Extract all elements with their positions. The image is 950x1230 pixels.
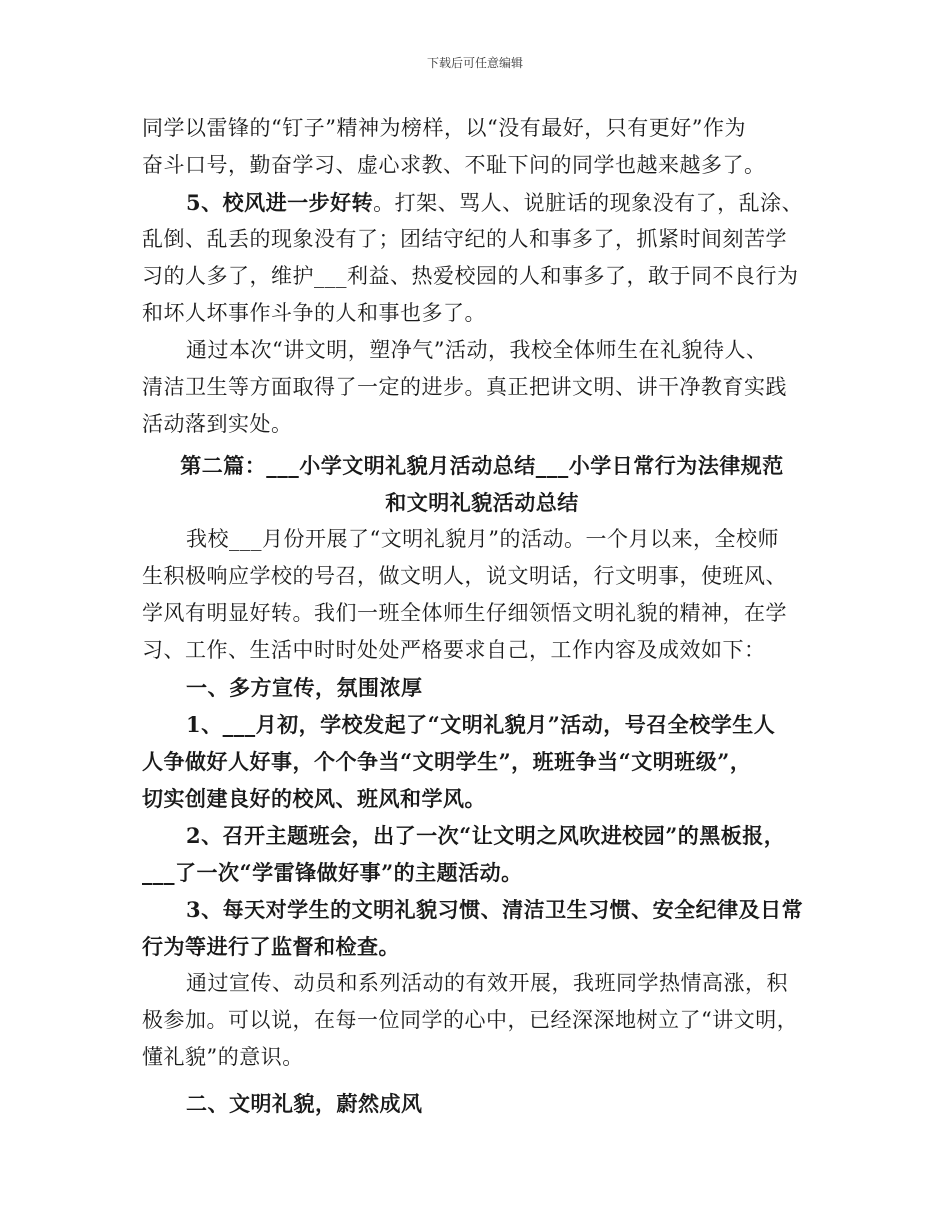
page-header: 下载后可任意编辑 — [426, 56, 523, 70]
document-body — [142, 110, 822, 1122]
paragraph-line: 切实创建良好的校风、班风和学风。 — [142, 786, 486, 811]
paragraph-line: 乱倒、乱丢的现象没有了；团结守纪的人和事多了，抓紧时间刻苦学 — [142, 227, 787, 251]
paragraph-line: 极参加。可以说，在每一位同学的心中，已经深深地树立了“讲文明， — [142, 1008, 799, 1032]
paragraph-line: 人争做好人好事，个个争当“文明学生”，班班争当“文明班级”， — [142, 749, 752, 774]
paragraph-line: 活动落到实处。 — [142, 412, 293, 436]
paragraph-line: 懂礼貌”的意识。 — [142, 1045, 304, 1069]
paragraph-line: 习的人多了，维护___利益、热爱校园的人和事多了，敢于同不良行为 — [142, 264, 799, 288]
paragraph-line: 生积极响应学校的号召，做文明人，说文明话，行文明事，使班风、 — [142, 564, 787, 588]
paragraph-line: 清洁卫生等方面取得了一定的进步。真正把讲文明、讲干净教育实践 — [142, 375, 787, 399]
paragraph-line: 3、每天对学生的文明礼貌习惯、清洁卫生习惯、安全纪律及日常 — [186, 897, 804, 922]
paragraph-line: ___了一次“学雷锋做好事”的主题活动。 — [142, 860, 523, 885]
paragraph-line — [142, 184, 822, 221]
paragraph-line: 1、___月初，学校发起了“文明礼貌月”活动，号召全校学生人 — [186, 712, 776, 737]
paragraph-line: 学风有明显好转。我们一班全体师生仔细领悟文明礼貌的精神，在学 — [142, 601, 787, 625]
item-heading: 5、校风进一步好转 — [186, 190, 374, 215]
paragraph-line: 我校___月份开展了“文明礼貌月”的活动。一个月以来，全校师 — [186, 527, 779, 551]
item-text: 。打架、骂人、说脏话的现象没有了，乱涂、 — [373, 191, 804, 215]
section-heading: 二、文明礼貌，蔚然成风 — [186, 1091, 423, 1116]
paragraph-line: 通过本次“讲文明，塑净气”活动，我校全体师生在礼貌待人、 — [186, 338, 768, 362]
paragraph-line: 奋斗口号，勤奋学习、虚心求教、不耻下问的同学也越来越多了。 — [142, 153, 766, 177]
paragraph-line: 行为等进行了监督和检查。 — [142, 934, 400, 959]
paragraph-line: 习、工作、生活中时时处处严格要求自己，工作内容及成效如下： — [142, 638, 766, 662]
paragraph-line: 和坏人坏事作斗争的人和事也多了。 — [142, 301, 486, 325]
section-heading: 一、多方宣传，氛围浓厚 — [186, 675, 423, 700]
paragraph-line: 同学以雷锋的“钉子”精神为榜样，以“没有最好，只有更好”作为 — [142, 116, 746, 140]
paragraph-line: 2、召开主题班会，出了一次“让文明之风吹进校园”的黑板报， — [186, 823, 786, 848]
section-title: 第二篇：___小学文明礼貌月活动总结___小学日常行为法律规范 — [180, 453, 784, 478]
paragraph-line: 通过宣传、动员和系列活动的有效开展，我班同学热情高涨，积 — [186, 971, 788, 995]
section-title: 和文明礼貌活动总结 — [385, 490, 579, 515]
